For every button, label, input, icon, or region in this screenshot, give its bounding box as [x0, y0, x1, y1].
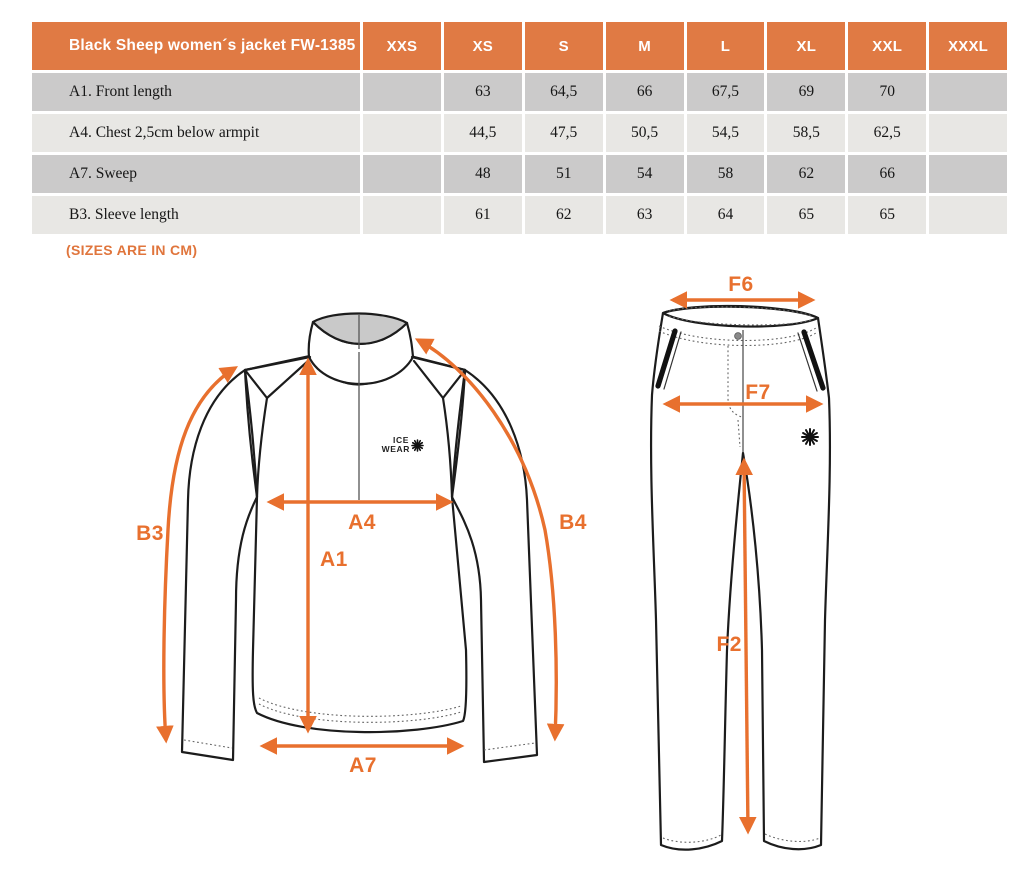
f2-label: F2	[716, 633, 742, 656]
pants-body	[651, 306, 830, 850]
size-value-cell: 58,5	[767, 114, 845, 152]
waist-button	[735, 333, 742, 340]
logo-line1: ICE	[393, 435, 409, 445]
f6-label: F6	[728, 273, 754, 296]
size-value-cell: 50,5	[606, 114, 684, 152]
size-col-header-l: L	[687, 22, 765, 70]
size-value-cell: 64	[687, 196, 765, 234]
size-value-cell: 54	[606, 155, 684, 193]
size-value-cell: 44,5	[444, 114, 522, 152]
logo-line2: WEAR	[381, 444, 410, 454]
size-value-cell: 61	[444, 196, 522, 234]
size-col-header-m: M	[606, 22, 684, 70]
row-label: A4. Chest 2,5cm below armpit	[32, 114, 360, 152]
size-col-header-xxl: XXL	[848, 22, 926, 70]
size-col-header-xxs: XXS	[363, 22, 441, 70]
size-value-cell	[363, 196, 441, 234]
size-table	[32, 22, 1007, 234]
size-value-cell	[929, 155, 1007, 193]
size-value-cell	[363, 155, 441, 193]
size-value-cell: 69	[767, 73, 845, 111]
sizes-unit-note: (SIZES ARE IN CM)	[66, 242, 198, 258]
jacket-drawing	[136, 313, 587, 777]
pants-drawing	[651, 273, 830, 850]
f7-label: F7	[745, 381, 771, 404]
size-value-cell: 65	[767, 196, 845, 234]
size-value-cell: 67,5	[687, 73, 765, 111]
size-value-cell: 63	[444, 73, 522, 111]
size-col-header-xl: XL	[767, 22, 845, 70]
b3-label: B3	[136, 522, 164, 545]
size-value-cell: 58	[687, 155, 765, 193]
size-col-header-xxxl: XXXL	[929, 22, 1007, 70]
size-value-cell	[363, 114, 441, 152]
size-value-cell: 66	[606, 73, 684, 111]
size-value-cell	[363, 73, 441, 111]
size-value-cell	[929, 73, 1007, 111]
size-value-cell: 66	[848, 155, 926, 193]
size-value-cell: 51	[525, 155, 603, 193]
table-title: Black Sheep women´s jacket FW-1385	[32, 22, 360, 70]
size-value-cell: 65	[848, 196, 926, 234]
row-label: B3. Sleeve length	[32, 196, 360, 234]
b4-label: B4	[559, 511, 587, 534]
measurement-diagrams	[0, 268, 1032, 887]
row-label: A1. Front length	[32, 73, 360, 111]
size-value-cell: 48	[444, 155, 522, 193]
a7-label: A7	[349, 754, 377, 777]
size-value-cell	[929, 196, 1007, 234]
size-col-header-xs: XS	[444, 22, 522, 70]
size-col-header-s: S	[525, 22, 603, 70]
jacket-body	[245, 356, 466, 732]
f2-arrow	[744, 461, 748, 831]
size-value-cell: 62	[525, 196, 603, 234]
row-label: A7. Sweep	[32, 155, 360, 193]
size-value-cell: 54,5	[687, 114, 765, 152]
size-value-cell: 70	[848, 73, 926, 111]
a1-label: A1	[320, 548, 348, 571]
size-value-cell: 64,5	[525, 73, 603, 111]
size-value-cell	[929, 114, 1007, 152]
size-value-cell: 62	[767, 155, 845, 193]
a4-label: A4	[348, 511, 376, 534]
size-value-cell: 62,5	[848, 114, 926, 152]
jacket-left-sleeve	[182, 370, 257, 760]
size-value-cell: 47,5	[525, 114, 603, 152]
size-value-cell: 63	[606, 196, 684, 234]
